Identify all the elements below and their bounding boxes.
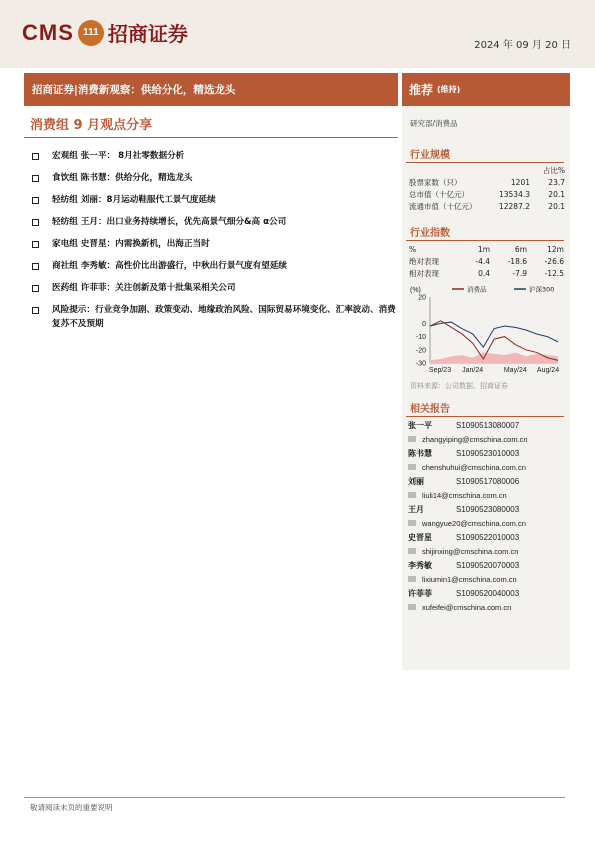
logo-emblem-icon: 111 xyxy=(78,20,104,46)
bullet-textile-1: 轻纺组 刘丽：8月运动鞋服代工景气度延续 xyxy=(30,193,396,207)
x-tick-label: Jan/24 xyxy=(462,367,484,374)
department: 研究部/消费品 xyxy=(410,119,458,128)
analyst-cert: S1090513080007 xyxy=(456,420,520,430)
analyst-name: 刘丽 xyxy=(408,476,424,486)
y-tick-label: -30 xyxy=(415,360,426,368)
related-reports-heading: 相关报告 xyxy=(406,400,564,417)
report-title-bar: 招商证券|消费新观察：供给分化，精选龙头 xyxy=(24,73,398,106)
footer-divider xyxy=(24,797,565,798)
scale-row xyxy=(409,200,565,212)
index-header: 12m xyxy=(547,244,564,254)
index-heading: 行业指数 xyxy=(406,224,564,241)
scale-value: 1201 xyxy=(510,177,530,187)
bullet-textile-2: 轻纺组 王月：出口业务持续增长，优先高景气细分&高 α公司 xyxy=(30,215,396,229)
legend-label: 消费品 xyxy=(467,285,487,294)
analyst-cert: S1090520070003 xyxy=(456,560,520,570)
index-header: 1m xyxy=(477,244,490,254)
index-value: -7.9 xyxy=(512,268,527,278)
index-value: -18.6 xyxy=(507,256,527,266)
rating-bar xyxy=(402,73,570,106)
mail-icon xyxy=(408,464,416,470)
company-logo xyxy=(22,18,188,47)
bullet-risk: 风险提示：行业竞争加剧、政策变动、地缘政治风险、国际贸易环境变化、汇率波动、消费复苏不及预期 xyxy=(30,303,396,331)
scale-row xyxy=(409,176,565,188)
scale-row xyxy=(409,188,565,200)
analyst-email[interactable]: xufeifei@cmschina.com.cn xyxy=(422,602,512,612)
index-row xyxy=(409,255,565,267)
analyst-cert: S1090520040003 xyxy=(456,588,520,598)
analyst-name: 张一平 xyxy=(408,420,432,430)
rating-label: 推荐 xyxy=(409,83,434,97)
footer-note: 敬请阅读末页的重要说明 xyxy=(30,803,113,812)
scale-table xyxy=(409,164,565,212)
analyst-entry xyxy=(408,474,566,502)
analyst-name: 陈书慧 xyxy=(408,448,432,458)
index-value: -4.4 xyxy=(475,256,490,266)
scale-label: 股票家数（只） xyxy=(409,177,462,187)
y-tick-label: -20 xyxy=(415,347,426,355)
analyst-email[interactable]: shijinxing@cmschina.com.cn xyxy=(422,546,519,556)
mail-icon xyxy=(408,520,416,526)
scale-value: 12287.2 xyxy=(498,201,530,211)
index-value: 0.4 xyxy=(478,268,490,278)
analyst-email[interactable]: lixiumin1@cmschina.com.cn xyxy=(422,574,517,584)
index-header: 6m xyxy=(514,244,527,254)
mail-icon xyxy=(408,492,416,498)
index-label: 相对表现 xyxy=(409,268,439,278)
analyst-entry xyxy=(408,502,566,530)
analyst-name: 史晋星 xyxy=(408,532,432,542)
x-tick-label: Aug/24 xyxy=(536,367,560,374)
scale-value: 13534.3 xyxy=(498,189,530,199)
analyst-name: 王月 xyxy=(408,504,424,514)
analyst-email[interactable]: chenshuhui@cmschina.com.cn xyxy=(422,462,526,472)
analyst-cert: S1090522010003 xyxy=(456,532,520,542)
logo-latin: CMS xyxy=(22,19,74,45)
logo-chinese: 招商证券 xyxy=(107,22,188,46)
index-value: -26.6 xyxy=(544,256,564,266)
index-table xyxy=(409,243,565,279)
index-chart-svg xyxy=(406,283,566,379)
analyst-email[interactable]: wangyue20@cmschina.com.cn xyxy=(422,518,526,528)
bullet-social-services: 商社组 李秀敏：高性价比出游盛行，中秋出行景气度有望延续 xyxy=(30,259,396,273)
mail-icon xyxy=(408,576,416,582)
analyst-email[interactable]: zhangyiping@cmschina.com.cn xyxy=(422,434,528,444)
analyst-entry xyxy=(408,418,566,446)
legend-label: 沪深300 xyxy=(529,285,555,294)
analyst-name: 许菲菲 xyxy=(408,588,432,598)
scale-label: 总市值（十亿元） xyxy=(409,189,469,199)
scale-label: 流通市值（十亿元） xyxy=(409,201,477,211)
share-header: 占比% xyxy=(542,165,565,175)
rating-note: (维持) xyxy=(437,85,461,94)
index-value: -12.5 xyxy=(544,268,564,278)
x-tick-label: May/24 xyxy=(503,367,527,374)
subtitle-divider xyxy=(24,137,398,138)
mail-icon xyxy=(408,548,416,554)
analyst-entry xyxy=(408,558,566,586)
y-tick-label: 0 xyxy=(422,320,426,328)
scale-heading: 行业规模 xyxy=(406,146,564,163)
chart-source: 资料来源：公司数据、招商证券 xyxy=(410,382,508,390)
scale-share: 20.1 xyxy=(548,189,565,199)
analyst-email[interactable]: liuli14@cmschina.com.cn xyxy=(422,490,507,500)
bullet-food-beverage: 食饮组 陈书慧：供给分化，精选龙头 xyxy=(30,171,396,185)
mail-icon xyxy=(408,436,416,442)
y-axis-label: (%) xyxy=(410,287,421,294)
analyst-entry xyxy=(408,530,566,558)
bullet-macro: 宏观组 张一平： 8月社零数据分析 xyxy=(30,149,396,163)
index-header-row xyxy=(409,243,565,255)
index-chart xyxy=(406,283,566,379)
analyst-entry xyxy=(408,586,566,614)
analyst-name: 李秀敏 xyxy=(408,560,432,570)
scale-header-row xyxy=(409,164,565,176)
index-row xyxy=(409,267,565,279)
analyst-cert: S1090523010003 xyxy=(456,448,520,458)
x-tick-label: Sep/23 xyxy=(428,367,452,374)
report-subtitle: 消费组 9 月观点分享 xyxy=(30,118,153,133)
analyst-entry xyxy=(408,446,566,474)
index-header: % xyxy=(409,244,417,254)
index-label: 绝对表现 xyxy=(409,256,439,266)
y-tick-label: -10 xyxy=(415,334,426,342)
bullet-appliances: 家电组 史晋星：内需换新机，出海正当时 xyxy=(30,237,396,251)
scale-share: 20.1 xyxy=(548,201,565,211)
y-tick-label: 20 xyxy=(418,294,426,302)
analyst-list xyxy=(408,418,566,614)
scale-share: 23.7 xyxy=(548,177,565,187)
report-date: 2024 年 09 月 20 日 xyxy=(474,40,571,51)
bullet-list xyxy=(30,149,396,339)
analyst-cert: S1090523080003 xyxy=(456,504,520,514)
mail-icon xyxy=(408,604,416,610)
bullet-pharma: 医药组 许菲菲：关注创新及第十批集采相关公司 xyxy=(30,281,396,295)
analyst-cert: S1090517080006 xyxy=(456,476,520,486)
